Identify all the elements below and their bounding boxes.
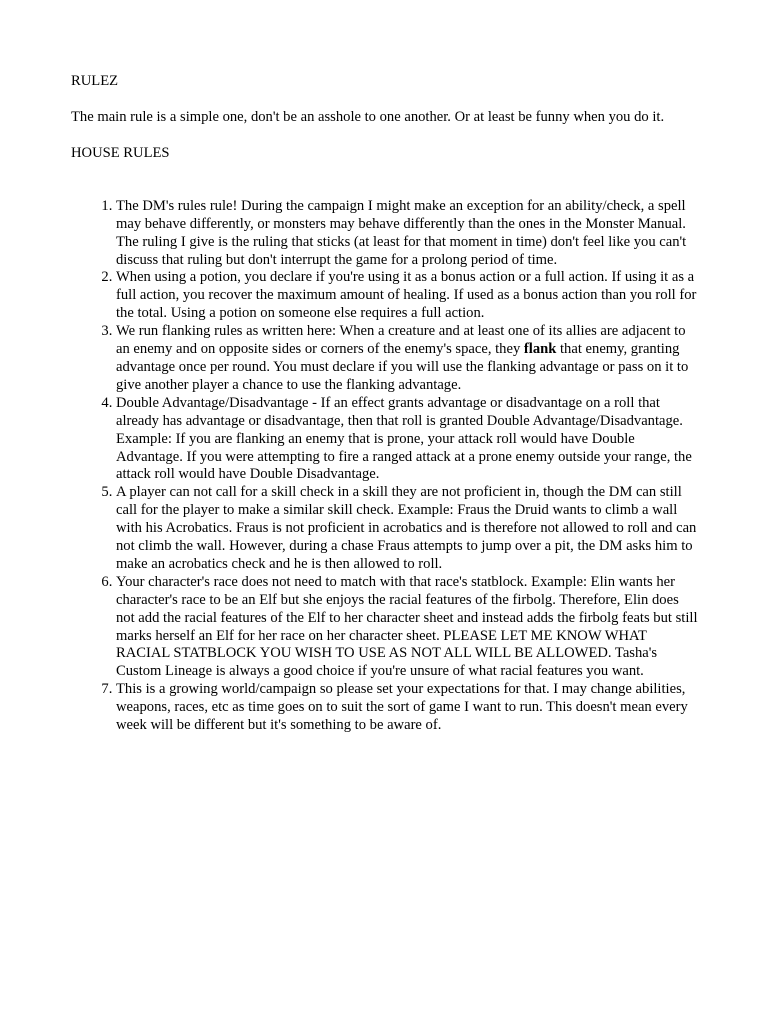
rule-text: Double Advantage/Disadvantage - If an effect grants advantage or disadvantage on a roll that already has advantage or disadvantage, then that roll is granted Double Advantage/Disadvantage. Example: If you are flanking an enemy that is prone, your attack roll would have Double Advantage. If you were attempting to fire a ranged attack at a prone enemy outside your range, the attack roll would have Double Disadvantage.	[116, 394, 692, 483]
rule-item-5	[116, 484, 701, 574]
rule-item-7	[116, 681, 701, 735]
document-page	[71, 73, 701, 735]
rule-text-before: We run flanking rules as written here: When a creature and at least one of its allies are adjacent to an enemy and on opposite sides or corners of the enemy's space, they	[116, 323, 686, 358]
house-rules-list	[71, 198, 701, 735]
rule-text: This is a growing world/campaign so please set your expectations for that. I may change abilities, weapons, races, etc as time goes on to suit the sort of game I want to run. This doesn't mean every week will be different but it's something to be aware of.	[116, 681, 688, 734]
rule-text: When using a potion, you declare if you're using it as a bonus action or a full action. If using it as a full action, you recover the maximum amount of healing. If used as a bonus action than you roll for the total. Using a potion on someone else requires a full action.	[116, 269, 697, 322]
rule-item-2	[116, 269, 701, 323]
document-title: RULEZ	[71, 73, 119, 89]
rule-text-after: that enemy, granting advantage once per round. You must declare if you will use the flanking advantage or pass on it to give another player a chance to use the flanking advantage.	[116, 341, 689, 393]
rule-text: The DM's rules rule! During the campaign I might make an exception for an ability/check, a spell may behave differently, or monsters may behave differently than the ones in the Monster Manual. The ruling I give is the ruling that sticks (at least for that moment in time) don't feel like you can't discuss that ruling but don't interrupt the game for a prolong period of time.	[116, 197, 687, 268]
rule-text: Your character's race does not need to match with that race's statblock. Example: Elin wants her character's race to be an Elf but she enjoys the racial features of the firbolg. Therefore, Elin does not add the racial features of the Elf to her character sheet and instead adds the firbolg feats but still marks herself an Elf for her race on her character sheet. PLEASE LET ME KNOW WHAT RACIAL STATBLOCK YOU WISH TO USE AS NOT ALL WILL BE ALLOWED. Tasha's Custom Lineage is always a good choice if you're unsure of what racial features you want.	[116, 573, 698, 680]
rule-text: A player can not call for a skill check in a skill they are not proficient in, though the DM can still call for the player to make a similar skill check. Example: Fraus the Druid wants to climb a wall with his Acrobatics. Fraus is not proficient in acrobatics and is therefore not allowed to roll and can not climb the wall. However, during a chase Fraus attempts to jump over a pit, the DM asks him to make an acrobatics check and he is then allowed to roll.	[116, 484, 697, 572]
intro-paragraph: The main rule is a simple one, don't be an asshole to one another. Or at least be funny when you do it.	[71, 109, 665, 125]
rule-item-6	[116, 574, 701, 681]
rule-item-1	[116, 198, 701, 270]
rule-bold-term: flank	[523, 341, 557, 358]
rule-item-3	[116, 323, 701, 395]
rule-item-4	[116, 395, 701, 485]
section-heading: HOUSE RULES	[71, 144, 170, 161]
